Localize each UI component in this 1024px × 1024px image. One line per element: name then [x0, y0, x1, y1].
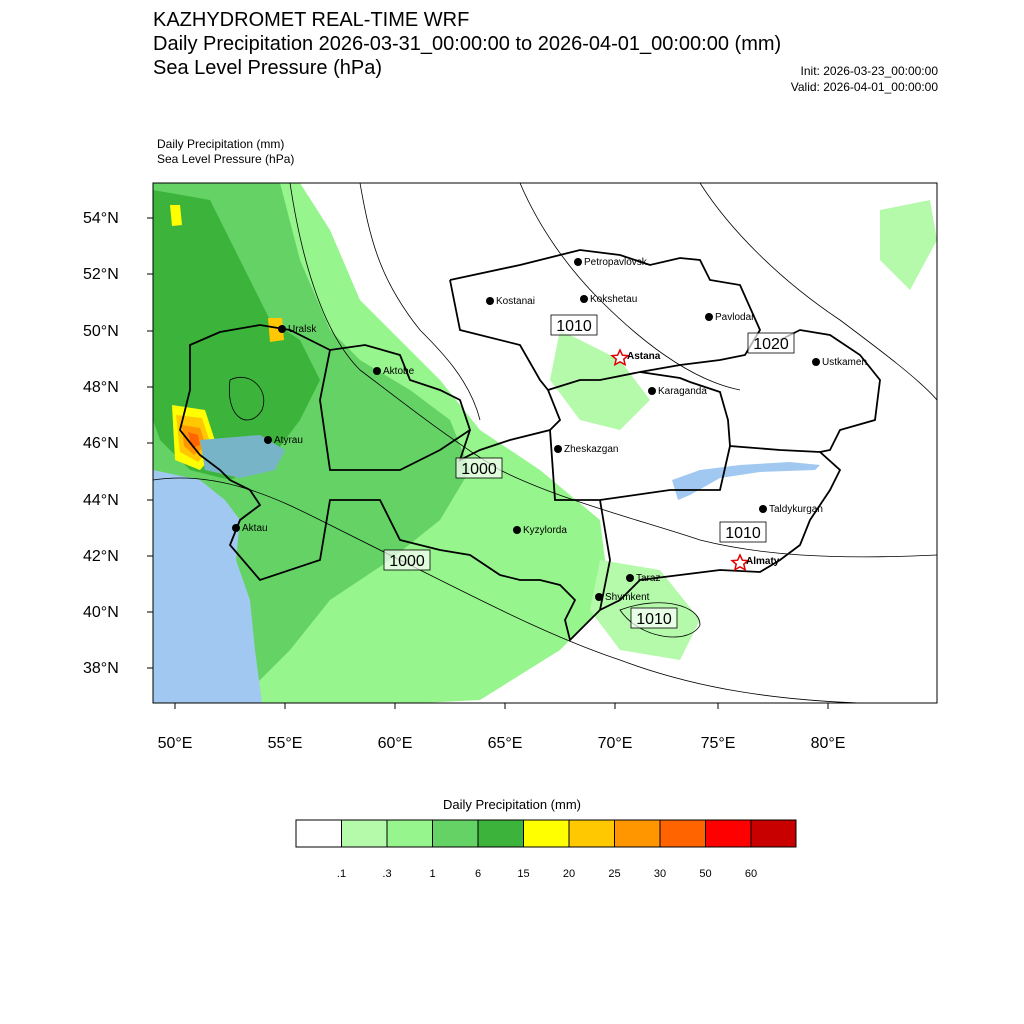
city-marker: [513, 526, 521, 534]
colorbar-swatch: [751, 820, 796, 847]
lon-label: 75°E: [700, 735, 736, 752]
lat-label: 52°N: [83, 266, 119, 283]
isobar-label: 1000: [461, 461, 497, 478]
isobar-label: 1010: [725, 525, 761, 542]
lon-label: 55°E: [267, 735, 303, 752]
colorbar-swatch: [660, 820, 706, 847]
city-label: Aktau: [242, 523, 268, 534]
city-marker: [759, 505, 767, 513]
city-label: Kyzylorda: [523, 525, 567, 536]
lat-label: 46°N: [83, 435, 119, 452]
city-marker: [554, 445, 562, 453]
city-label: Petropavlovsk: [584, 257, 647, 268]
city-marker: [705, 313, 713, 321]
city-marker: [574, 258, 582, 266]
city-marker: [626, 574, 634, 582]
colorbar-tick-label: 15: [517, 868, 530, 880]
isobar-label: 1020: [753, 336, 789, 353]
city-marker: [264, 436, 272, 444]
colorbar-swatch: [524, 820, 570, 847]
subtitle-pressure: Sea Level Pressure (hPa): [153, 57, 383, 79]
colorbar-swatch: [387, 820, 433, 847]
city-label: Shymkent: [605, 592, 650, 603]
colorbar-tick-label: .1: [336, 868, 347, 880]
city-label: Taraz: [636, 573, 661, 584]
precip-light-patch-east: [880, 200, 937, 290]
plot-subtitle-pressure: Sea Level Pressure (hPa): [157, 152, 295, 166]
city-marker: [580, 295, 588, 303]
city-marker: [373, 367, 381, 375]
city-label: Uralsk: [288, 324, 317, 335]
city-label: Ustkamen: [822, 357, 868, 368]
colorbar-swatch: [569, 820, 615, 847]
lat-label: 48°N: [83, 379, 119, 396]
latitude-labels: [83, 210, 119, 677]
colorbar-swatch: [296, 820, 342, 847]
city-marker: [232, 524, 240, 532]
colorbar-tick-label: 6: [474, 868, 482, 880]
city-label: Kokshetau: [590, 294, 638, 305]
lon-label: 50°E: [157, 735, 193, 752]
colorbar-swatch: [433, 820, 479, 847]
isobar-label: 1010: [556, 318, 592, 335]
city-label: Zheskazgan: [564, 444, 619, 455]
lat-label: 54°N: [83, 210, 119, 227]
city-label: Astana: [627, 351, 661, 362]
city-label: Almaty: [746, 556, 780, 567]
city-marker: [812, 358, 820, 366]
colorbar-ticks: [337, 868, 757, 880]
city-label: Taldykurgan: [769, 504, 823, 515]
city-label: Aktobe: [383, 366, 415, 377]
colorbar-swatch: [615, 820, 661, 847]
colorbar-tick-label: 1: [429, 868, 436, 880]
colorbar-swatch: [706, 820, 752, 847]
colorbar: [296, 820, 796, 847]
colorbar-tick-label: 25: [608, 868, 621, 880]
lat-label: 50°N: [83, 323, 119, 340]
lon-label: 70°E: [597, 735, 633, 752]
lon-label: 60°E: [377, 735, 413, 752]
subtitle-precipitation: Daily Precipitation 2026-03-31_00:00:00 to 2026-04-01_00:00:00 (mm): [153, 33, 782, 55]
city-label: Pavlodar: [715, 312, 755, 323]
colorbar-tick-label: 30: [653, 868, 667, 880]
city-label: Karaganda: [658, 386, 707, 397]
valid-time: Valid: 2026-04-01_00:00:00: [790, 80, 938, 94]
precip-core-north: [170, 205, 182, 226]
lat-label: 42°N: [83, 548, 119, 565]
init-time: Init: 2026-03-23_00:00:00: [800, 64, 938, 78]
longitude-ticks: [175, 703, 828, 709]
city-marker: [486, 297, 494, 305]
city-marker: [648, 387, 656, 395]
colorbar-title: Daily Precipitation (mm): [443, 797, 581, 812]
city-label: Atyrau: [274, 435, 303, 446]
isobar-label: 1010: [636, 611, 672, 628]
city-marker: [278, 325, 286, 333]
colorbar-tick-label: .3: [382, 868, 392, 880]
longitude-labels: [158, 735, 846, 752]
lake-balkhash: [672, 462, 820, 500]
colorbar-tick-label: 20: [562, 868, 576, 880]
lat-label: 44°N: [83, 492, 119, 509]
latitude-ticks: [147, 218, 153, 668]
isobar-label: 1000: [389, 553, 425, 570]
colorbar-swatch: [478, 820, 524, 847]
lon-label: 80°E: [810, 735, 846, 752]
lon-label: 65°E: [487, 735, 523, 752]
lat-label: 38°N: [83, 660, 119, 677]
colorbar-tick-label: 50: [699, 868, 712, 880]
main-title: KAZHYDROMET REAL-TIME WRF: [153, 9, 470, 31]
colorbar-swatch: [342, 820, 388, 847]
city-marker: [595, 593, 603, 601]
city-label: Kostanai: [496, 296, 535, 307]
colorbar-tick-label: 60: [744, 868, 758, 880]
lat-label: 40°N: [83, 604, 119, 621]
plot-subtitle-precip: Daily Precipitation (mm): [157, 137, 285, 151]
